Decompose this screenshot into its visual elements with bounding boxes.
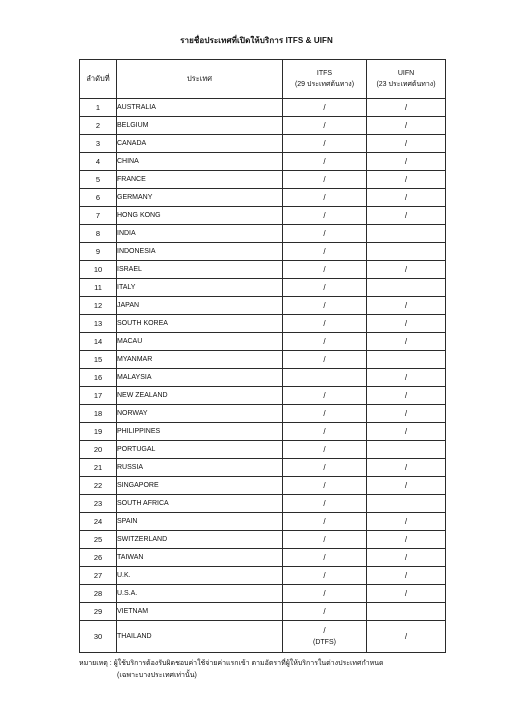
table-row [80,513,446,531]
uifn-mark [367,225,446,243]
row-number: 2 [80,117,117,135]
country-name: FRANCE [117,171,283,189]
table-row [80,315,446,333]
row-number: 7 [80,207,117,225]
row-number: 8 [80,225,117,243]
uifn-mark [367,495,446,513]
row-number: 12 [80,297,117,315]
table-row [80,423,446,441]
row-number: 16 [80,369,117,387]
country-name: SOUTH AFRICA [117,495,283,513]
table-row [80,243,446,261]
country-name: MACAU [117,333,283,351]
row-number: 6 [80,189,117,207]
uifn-mark: / [367,315,446,333]
uifn-mark [367,351,446,369]
itfs-mark: / [283,585,367,603]
itfs-mark: / [283,459,367,477]
country-name: THAILAND [117,621,283,653]
table-row [80,387,446,405]
uifn-mark: / [367,135,446,153]
country-name: SINGAPORE [117,477,283,495]
row-number: 14 [80,333,117,351]
table-row [80,603,446,621]
country-name: U.K. [117,567,283,585]
itfs-mark: / [283,477,367,495]
itfs-mark: / [323,625,326,635]
row-number: 17 [80,387,117,405]
table-row [80,261,446,279]
row-number: 26 [80,549,117,567]
uifn-mark: / [367,513,446,531]
country-name: SPAIN [117,513,283,531]
country-name: NEW ZEALAND [117,387,283,405]
country-name: BELGIUM [117,117,283,135]
country-name: PORTUGAL [117,441,283,459]
table-row [80,405,446,423]
table-row [80,171,446,189]
row-number: 19 [80,423,117,441]
uifn-mark [367,603,446,621]
itfs-mark: / [283,189,367,207]
header-no: ลำดับที่ [80,60,117,99]
itfs-mark: / [283,441,367,459]
country-name: INDONESIA [117,243,283,261]
uifn-mark: / [367,387,446,405]
row-number: 3 [80,135,117,153]
row-number: 28 [80,585,117,603]
country-name: SOUTH KOREA [117,315,283,333]
country-name: VIETNAM [117,603,283,621]
table-row [80,207,446,225]
row-number: 1 [80,99,117,117]
table-row [80,99,446,117]
uifn-mark: / [367,189,446,207]
table-row [80,531,446,549]
uifn-mark: / [367,369,446,387]
uifn-mark: / [367,549,446,567]
table-row [80,585,446,603]
itfs-mark: / [283,135,367,153]
country-name: GERMANY [117,189,283,207]
itfs-mark: / [283,207,367,225]
uifn-mark: / [367,459,446,477]
country-name: JAPAN [117,297,283,315]
footnote-line2: (เฉพาะบางประเทศเท่านั้น) [117,672,197,679]
row-number: 21 [80,459,117,477]
table-row [80,441,446,459]
row-number: 27 [80,567,117,585]
table-row [80,279,446,297]
row-number: 18 [80,405,117,423]
row-number: 20 [80,441,117,459]
row-number: 15 [80,351,117,369]
uifn-mark: / [367,171,446,189]
header-itfs-label: ITFS [316,70,333,77]
uifn-mark: / [367,261,446,279]
table-row [80,459,446,477]
uifn-mark: / [367,621,446,653]
row-number: 24 [80,513,117,531]
table-row [80,135,446,153]
row-number: 10 [80,261,117,279]
country-name: MALAYSIA [117,369,283,387]
uifn-mark: / [367,297,446,315]
country-name: CHINA [117,153,283,171]
country-name: MYANMAR [117,351,283,369]
table-row [80,477,446,495]
itfs-mark: / [283,333,367,351]
uifn-mark: / [367,99,446,117]
uifn-mark [367,243,446,261]
uifn-mark: / [367,477,446,495]
country-name: RUSSIA [117,459,283,477]
country-service-table [79,59,446,653]
row-number: 4 [80,153,117,171]
table-header-row [80,60,446,99]
itfs-mark: / [283,315,367,333]
table-row [80,225,446,243]
country-name: INDIA [117,225,283,243]
header-uifn-sub: (23 ประเทศต้นทาง) [376,81,436,88]
uifn-mark: / [367,117,446,135]
itfs-mark: / [283,423,367,441]
table-row [80,621,446,653]
itfs-mark: / [283,243,367,261]
itfs-mark: / [283,279,367,297]
itfs-mark: / [283,117,367,135]
header-uifn-label: UIFN [397,70,415,77]
country-name: SWITZERLAND [117,531,283,549]
row-number: 30 [80,621,117,653]
document-title: รายชื่อประเทศที่เปิดให้บริการ ITFS & UIFN [180,36,333,45]
row-number: 9 [80,243,117,261]
header-country: ประเทศ [117,60,283,99]
itfs-mark: / [283,567,367,585]
country-name: AUSTRALIA [117,99,283,117]
row-number: 11 [80,279,117,297]
uifn-mark: / [367,153,446,171]
table-row [80,351,446,369]
table-row [80,333,446,351]
footnote [79,658,499,682]
uifn-mark: / [367,531,446,549]
country-name: NORWAY [117,405,283,423]
itfs-mark: / [283,531,367,549]
row-number: 29 [80,603,117,621]
row-number: 23 [80,495,117,513]
table-row [80,117,446,135]
uifn-mark: / [367,567,446,585]
uifn-mark: / [367,423,446,441]
itfs-mark: / [283,387,367,405]
itfs-note: (DTFS) [313,638,336,646]
country-name: CANADA [117,135,283,153]
country-name: ITALY [117,279,283,297]
itfs-mark: / [283,171,367,189]
itfs-mark: / [283,603,367,621]
country-name: PHILIPPINES [117,423,283,441]
country-name: TAIWAN [117,549,283,567]
itfs-mark: / [283,261,367,279]
country-name: ISRAEL [117,261,283,279]
table-row [80,153,446,171]
footnote-line1: หมายเหตุ : ผู้ใช้บริการต้องรับผิดชอบค่าใช้จ่ายค่าแรกเข้า ตามอัตราที่ผู้ให้บริการในต่างประเทศกำหนด [79,660,384,667]
uifn-mark: / [367,333,446,351]
row-number: 5 [80,171,117,189]
header-itfs [283,60,367,99]
itfs-mark: / [283,549,367,567]
table-row [80,567,446,585]
country-name: U.S.A. [117,585,283,603]
table-row [80,297,446,315]
itfs-mark: / [283,99,367,117]
uifn-mark: / [367,405,446,423]
table-row [80,369,446,387]
itfs-mark: / [283,153,367,171]
header-itfs-sub: (29 ประเทศต้นทาง) [294,81,355,88]
itfs-mark: / [283,405,367,423]
uifn-mark: / [367,585,446,603]
itfs-mark: / [283,351,367,369]
country-name: HONG KONG [117,207,283,225]
itfs-mark: / [283,225,367,243]
table-row [80,495,446,513]
table-row [80,549,446,567]
table-row [80,189,446,207]
itfs-mark-cell [283,621,367,653]
uifn-mark [367,441,446,459]
row-number: 25 [80,531,117,549]
header-uifn [367,60,446,99]
itfs-mark: / [283,513,367,531]
uifn-mark [367,279,446,297]
row-number: 22 [80,477,117,495]
uifn-mark: / [367,207,446,225]
row-number: 13 [80,315,117,333]
itfs-mark [283,369,367,387]
itfs-mark: / [283,495,367,513]
itfs-mark: / [283,297,367,315]
